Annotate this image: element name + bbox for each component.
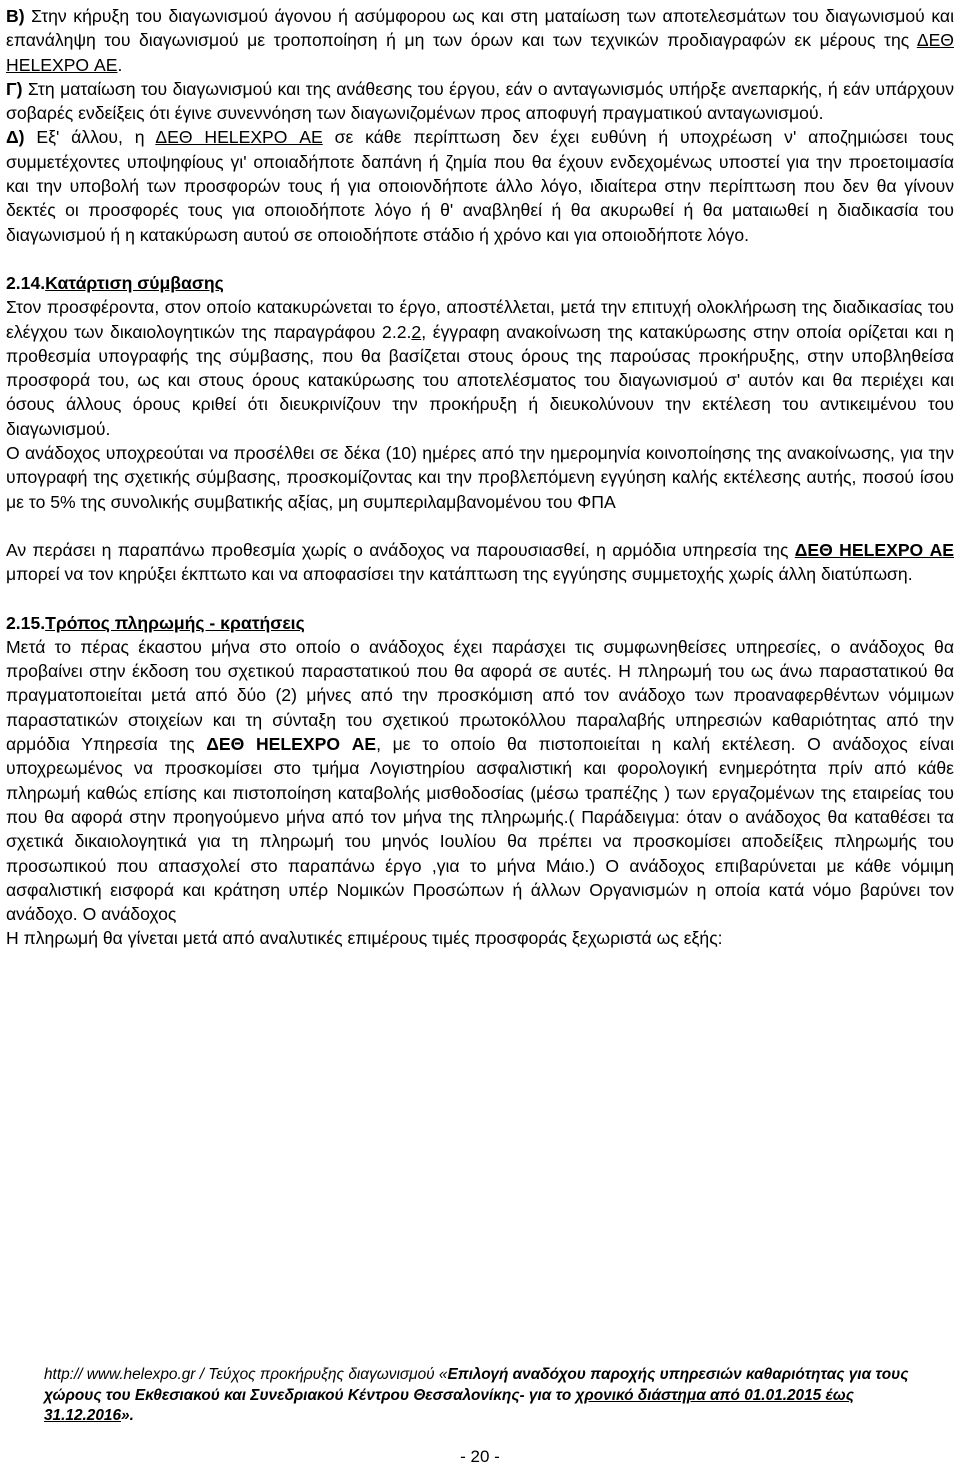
paragraph-forfeiture bbox=[6, 538, 954, 587]
footer-url: http:// www.helexpo.gr bbox=[44, 1366, 196, 1383]
org-name: ΔΕΘ HELEXPO ΑΕ bbox=[794, 539, 955, 560]
document-body bbox=[6, 4, 954, 951]
paragraph-d bbox=[6, 125, 954, 246]
paragraph-payment bbox=[6, 635, 954, 927]
paragraph-post: , με το οποίο θα πιστοποιείται η καλή εκτέλεση. Ο ανάδοχος είναι υποχρεωμένος να προσκομίσει στο τμήμα Λογιστηρίου ασφαλιστική και φορολογική ενημερότητα πρίν από κάθε πληρωμή καθώς επίσης και πιστοποίηση καταβολής μισθοδοσίας (μέσω τραπέζης ) των εργαζομένων της εταιρείας του που θα αφορά στην προηγούμενο μήνα από τον μήνα της πληρωμής.( Παράδειγμα: όταν ο ανάδοχος θα καταθέσει τα σχετικά δικαιολογητικά για τη πληρωμή του μηνός Ιουλίου θα πρέπει να προσκομίσει αποδείξεις πληρωμής του προσωπικού που απασχολεί στο παραπάνω έργο ,για το μήνα Μάιο.) Ο ανάδοχος επιβαρύνεται με κάθε νόμιμη ασφαλιστική εισφορά και κράτηση υπέρ Νομικών Προσώπων ή άλλων Οργανισμών η οποία κατά νόμο βαρύνει τον ανάδοχο. Ο ανάδοχος bbox=[6, 734, 955, 925]
org-name: ΔΕΘ HELEXPO ΑΕ bbox=[6, 30, 954, 75]
footer-title: Επιλογή αναδόχου παροχής υπηρεσιών καθαριότητας για τους χώρους του Εκθεσιακού και Συνεδριακού Κέντρου Θεσσαλονίκης- για το bbox=[44, 1366, 909, 1404]
page-number: - 20 - bbox=[460, 1447, 500, 1466]
footer-close: ». bbox=[121, 1407, 134, 1424]
item-label: Δ) bbox=[6, 127, 25, 148]
page-footer bbox=[44, 1365, 924, 1427]
paragraph-payment-prices: Η πληρωμή θα γίνεται μετά από αναλυτικές επιμέρους τιμές προσφοράς ξεχωριστά ως εξής: bbox=[6, 928, 723, 949]
item-label: Β) bbox=[6, 6, 25, 26]
section-title: Τρόπος πληρωμής - κρατήσεις bbox=[45, 612, 305, 633]
paragraph-reference: 2 bbox=[411, 321, 422, 342]
paragraph-pre: Στον προσφέροντα, στον οποίο κατακυρώνεται το έργο, αποστέλλεται, μετά την επιτυχή ολοκλήρωση της διαδικασίας του ελέγχου των δικαιολογητικών της παραγράφου 2.2. bbox=[6, 297, 954, 342]
paragraph-contract-signing: Ο ανάδοχος υποχρεούται να προσέλθει σε δέκα (10) ημέρες από την ημερομηνία κοινοποίησης της ανακοίνωσης, για την υπογραφή της σχετικής σύμβασης, προσκομίζοντας και την προβλεπόμενη εγγύηση καλής εκτέλεσης αυτής, ποσού ίσου με το 5% της συνολικής συμβατικής αξίας, μη συμπεριλαμβανομένου του ΦΠΑ bbox=[6, 443, 954, 512]
paragraph-post: μπορεί να τον κηρύξει έκπτωτο και να αποφασίσει την κατάπτωση της εγγύησης συμμετοχής χωρίς άλλη διατύπωση. bbox=[6, 564, 913, 585]
item-label: Γ) bbox=[6, 78, 23, 99]
footer-separator: / Τεύχος προκήρυξης διαγωνισμού « bbox=[195, 1366, 448, 1383]
org-name: ΔΕΘ HELEXPO ΑΕ bbox=[206, 734, 377, 755]
paragraph-b bbox=[6, 4, 954, 77]
footer-period: χρονικό διάστημα από 01.01.2015 έως 31.12.2016 bbox=[44, 1386, 854, 1424]
paragraph-tail: . bbox=[117, 54, 123, 75]
paragraph-text: Στη ματαίωση του διαγωνισμού και της ανάθεσης του έργου, εάν ο ανταγωνισμός υπήρξε ανεπαρκής, ή εάν υπάρχουν σοβαρές ενδείξεις ότι έγινε συνεννόηση των διαγωνιζομένων προς αποφυγή πραγματικού ανταγωνισμού. bbox=[6, 78, 954, 124]
paragraph-post: , έγγραφη ανακοίνωση της κατακύρωσης στην οποία ορίζεται και η προθεσμία υπογραφής της σύμβασης, που θα βασίζεται στους όρους της παρούσας προκήρυξης, στην υποβληθείσα προσφορά του, ως και στους όρους κατακύρωσης του αποτελέσματος του διαγωνισμού σ' αυτόν και θα περιέχει και όσους άλλους όρους κριθεί ότι διευκρινίζουν την προκήρυξη ή διευκολύνουν την εκτέλεση του αντικειμένου του διαγωνισμού. bbox=[6, 321, 954, 439]
section-number: 2.14. bbox=[6, 272, 46, 293]
section-heading-2-15 bbox=[6, 611, 954, 635]
section-title: Κατάρτιση σύμβασης bbox=[45, 272, 224, 293]
org-name: ΔΕΘ HELEXPO ΑΕ bbox=[155, 127, 323, 148]
paragraph-pre: Εξ' άλλου, η bbox=[24, 127, 156, 148]
paragraph-contract-notice bbox=[6, 295, 954, 441]
paragraph-pre: Μετά το πέρας έκαστου μήνα στο οποίο ο ανάδοχος έχει παράσχει τις συμφωνηθείσες υπηρεσίες, ο ανάδοχος θα προβαίνει στην έκδοση του σχετικού παραστατικού που θα αφορά σε αυτές. Η πληρωμή του ως άνω παραστατικού θα πραγματοποιείται μετά από δύο (2) μήνες από την προσκόμιση από τον ανάδοχο των προαναφερθέντων νόμιμων παραστατικών στοιχείων και τη σύνταξη του σχετικού πρωτοκόλλου παραλαβής υπηρεσιών καθαριότητας από την αρμόδια Υπηρεσία της bbox=[6, 636, 954, 755]
paragraph-text: σε κάθε περίπτωση δεν έχει ευθύνη ή υποχρέωση ν' αποζημιώσει τους συμμετέχοντες υποψηφίους γι' οποιαδήποτε δαπάνη ή ζημία που θα έχουν ενδεχομένως υποστεί για την προετοιμασία και την υποβολή των προσφορών τους ή για οποιονδήποτε άλλο λόγο, ιδιαίτερα στην περίπτωση που δεν θα γίνουν δεκτές οι προσφορές τους για οποιοδήποτε λόγο ή θ' αναβληθεί ή θα ακυρωθεί ή θα ματαιωθεί η διαδικασία του διαγωνισμού ή η κατακύρωση αυτού σε οποιοδήποτε στάδιο ή χρόνο και για οποιοδήποτε λόγο. bbox=[6, 127, 954, 245]
paragraph-text: Στην κήρυξη του διαγωνισμού άγονου ή ασύμφορου ως και στη ματαίωση των αποτελεσμάτων του διαγωνισμού και επανάληψη του διαγωνισμού με τροποποίηση ή μη των όρων και των τεχνικών προδιαγραφών εκ μέρους της bbox=[6, 6, 954, 51]
section-number: 2.15. bbox=[6, 612, 46, 633]
section-heading-2-14 bbox=[6, 271, 954, 295]
paragraph-pre: Αν περάσει η παραπάνω προθεσμία χωρίς ο ανάδοχος να παρουσιασθεί, η αρμόδια υπηρεσία της bbox=[6, 539, 795, 560]
paragraph-c bbox=[6, 77, 954, 126]
